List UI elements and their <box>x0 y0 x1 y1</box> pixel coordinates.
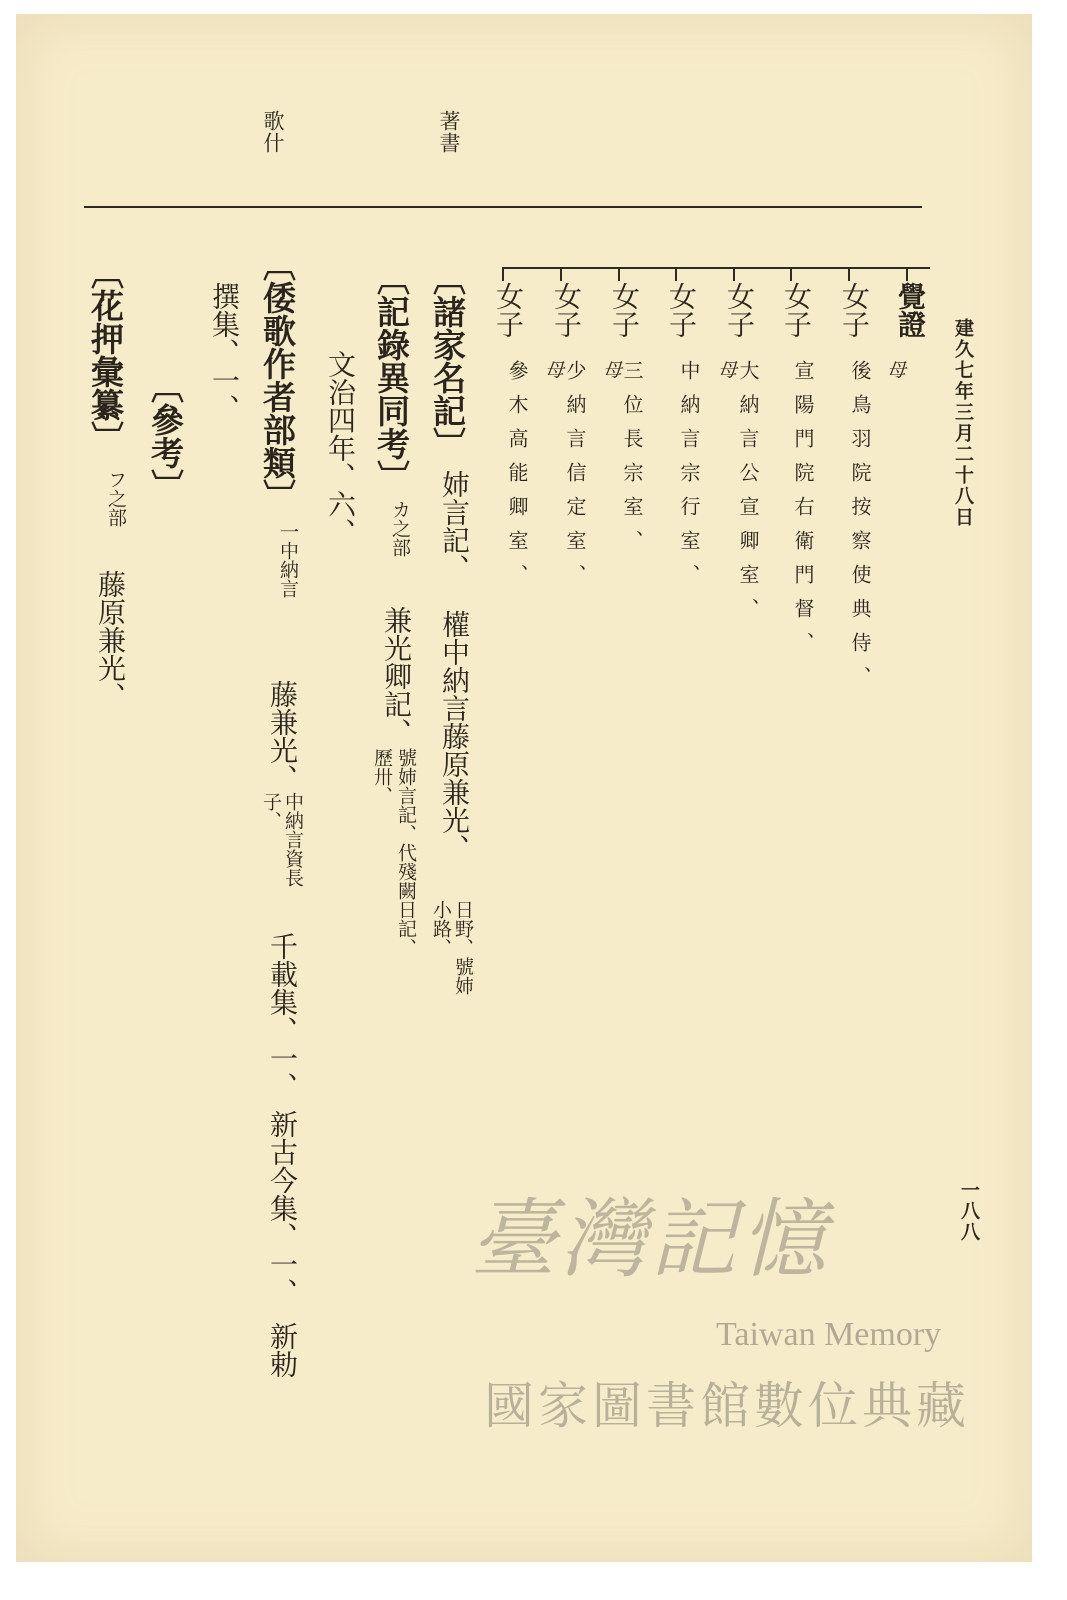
shoka-text-b: 權中納言藤原兼光、 <box>438 610 471 862</box>
child-note-prefix: 母 <box>600 360 622 379</box>
genealogy-tick <box>618 267 620 281</box>
header-poetry-label: 歌什 <box>261 110 285 154</box>
child-note: 後鳥羽院按察使典侍、 <box>848 360 872 700</box>
section-title-shoka: 〔諸家名記〕 <box>428 262 467 460</box>
kiroku-note-small: カ之部 <box>389 500 411 557</box>
child-name: 女子 <box>608 282 641 338</box>
child-name: 女子 <box>780 282 813 338</box>
child-name: 女子 <box>492 282 525 338</box>
child-name: 女子 <box>665 282 698 338</box>
waka-text-e: 撰集、一、 <box>208 282 241 422</box>
genealogy-tick <box>560 267 562 281</box>
date-line: 建久七年三月二十八日 <box>952 318 974 528</box>
child-name: 女子 <box>723 282 756 338</box>
genealogy-tick <box>790 267 792 281</box>
child-note: 少納言信定室、 <box>563 360 587 598</box>
genealogy-tick <box>502 267 504 281</box>
child-note-prefix: 母 <box>542 360 564 379</box>
genealogy-tick <box>848 267 850 281</box>
kao-text-a: 藤原兼光、 <box>94 570 127 710</box>
child-name: 覺證 <box>894 282 927 338</box>
child-note: 大納言公宣卿室、 <box>736 360 760 632</box>
kiroku-date: 文治四年、六、 <box>324 350 357 546</box>
section-title-kao: 〔花押彙纂〕 <box>86 256 125 454</box>
kao-note-small: フ之部 <box>105 470 127 527</box>
genealogy-tick <box>733 267 735 281</box>
waka-text-d: 新勅 <box>266 1322 299 1378</box>
child-note: 中納言宗行室、 <box>677 360 701 598</box>
watermark-calligraphy: 臺灣記憶 <box>470 1190 830 1290</box>
child-note: 三位長宗室、 <box>620 360 644 564</box>
waka-text-a: 藤兼光、 <box>266 680 299 792</box>
waka-note: 中納言資長子、 <box>260 792 304 887</box>
watermark-library: 國家圖書館數位典藏 <box>484 1377 970 1435</box>
section-title-waka: 〔倭歌作者部類〕 <box>258 248 297 512</box>
kiroku-text-a: 兼光卿記、 <box>380 606 413 746</box>
child-name: 女子 <box>550 282 583 338</box>
child-note: 宣陽門院右衛門督、 <box>791 360 815 666</box>
section-title-sanko: 〔參考〕 <box>146 370 185 502</box>
genealogy-bracket <box>502 267 930 269</box>
header-rule <box>84 206 922 208</box>
child-note: 母 <box>884 360 906 379</box>
kiroku-note: 號姉言記、代殘闕日記、歷卅、 <box>371 748 417 957</box>
genealogy-tick <box>675 267 677 281</box>
child-name: 女子 <box>838 282 871 338</box>
waka-text-b: 千載集、一、 <box>266 932 299 1100</box>
header-works-label: 著書 <box>437 110 461 154</box>
waka-text-c: 新古今集、一、 <box>266 1110 299 1306</box>
shoka-text-a: 姉言記、 <box>438 470 471 582</box>
section-title-kiroku: 〔記錄異同考〕 <box>372 262 411 493</box>
genealogy-tick <box>906 267 908 281</box>
child-note-prefix: 母 <box>715 360 737 379</box>
waka-note-small: 一中納言 <box>277 522 299 598</box>
watermark-english: Taiwan Memory <box>716 1316 942 1353</box>
page-number: 一八八 <box>958 1180 980 1243</box>
shoka-note: 日野、號姉小路、 <box>430 900 474 995</box>
child-note: 參木高能卿室、 <box>505 360 529 598</box>
